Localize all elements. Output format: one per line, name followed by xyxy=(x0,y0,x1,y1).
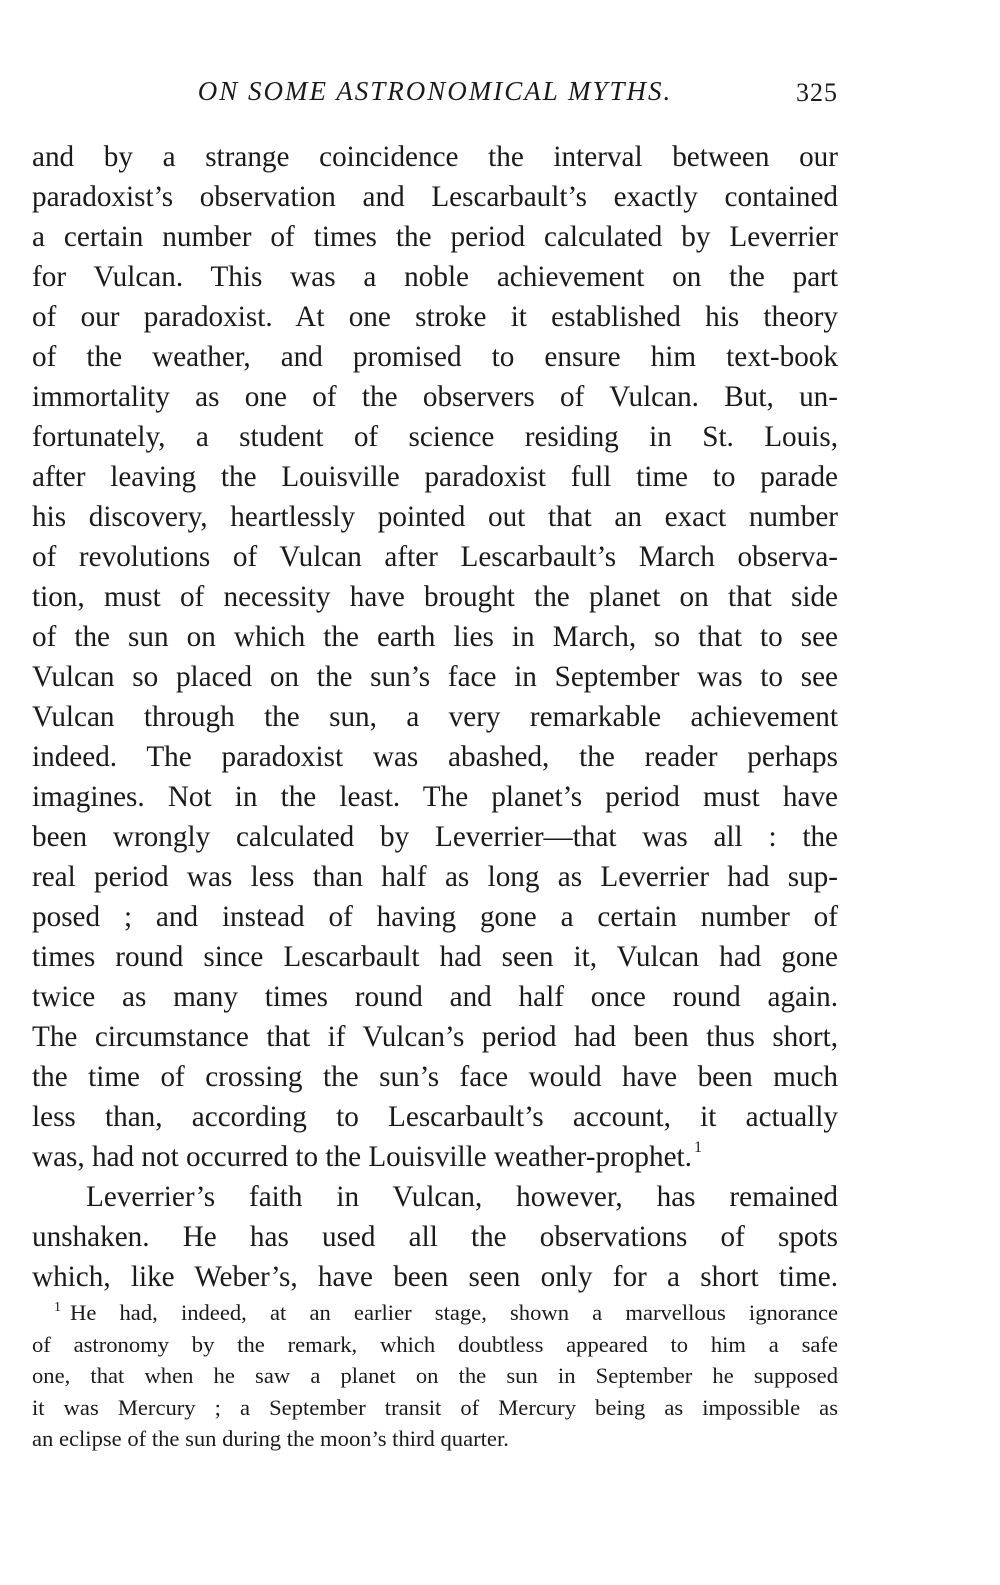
text-line: the time of crossing the sun’s face would have been much xyxy=(32,1061,838,1093)
text-line: imagines. Not in the least. The planet’s period must have xyxy=(32,781,838,813)
body-text xyxy=(32,137,838,1297)
footnote-line-content: He had, indeed, at an earlier stage, shown a marvellous ignorance xyxy=(70,1300,838,1325)
footnote-line: it was Mercury ; a September transit of Mercury being as impossible as xyxy=(32,1394,838,1420)
footnote xyxy=(32,1297,838,1455)
text-line: a certain number of times the period calculated by Leverrier xyxy=(32,221,838,253)
text-line: fortunately, a student of science residing in St. Louis, xyxy=(32,421,838,453)
text-line: after leaving the Louisville paradoxist full time to parade xyxy=(32,461,838,493)
text-line: indeed. The paradoxist was abashed, the reader perhaps xyxy=(32,741,838,773)
text-line: unshaken. He has used all the observations of spots xyxy=(32,1221,838,1253)
text-line: for Vulcan. This was a noble achievement on the part xyxy=(32,261,838,293)
text-line: paradoxist’s observation and Lescarbault’s exactly contained xyxy=(32,181,838,213)
footnote-line: of astronomy by the remark, which doubtless appeared to him a safe xyxy=(32,1331,838,1357)
text-line: real period was less than half as long as Leverrier had sup- xyxy=(32,861,838,893)
text-line: tion, must of necessity have brought the planet on that side xyxy=(32,581,838,613)
text-line: of the weather, and promised to ensure him text-book xyxy=(32,341,838,373)
paragraph-2 xyxy=(32,1177,838,1297)
text-line: his discovery, heartlessly pointed out that an exact number xyxy=(32,501,838,533)
footnote-line: one, that when he saw a planet on the sun in September he supposed xyxy=(32,1363,838,1388)
text-line: Vulcan so placed on the sun’s face in September was to see xyxy=(32,661,838,693)
text-line: posed ; and instead of having gone a certain number of xyxy=(32,901,838,933)
text-line: Leverrier’s faith in Vulcan, however, has remained xyxy=(86,1181,838,1213)
text-line: immortality as one of the observers of Vulcan. But, un- xyxy=(32,381,838,413)
text-line: times round since Lescarbault had seen it, Vulcan had gone xyxy=(32,941,838,973)
text-line: of revolutions of Vulcan after Lescarbault’s March observa- xyxy=(32,541,838,573)
text-line: been wrongly calculated by Leverrier—that was all : the xyxy=(32,821,838,853)
text-line: Vulcan through the sun, a very remarkable achievement xyxy=(32,701,838,733)
text-line: and by a strange coincidence the interval between our xyxy=(32,141,838,173)
text-line xyxy=(32,1137,838,1177)
footnote-marker: 1 xyxy=(54,1300,61,1315)
running-title: ON SOME ASTRONOMICAL MYTHS. xyxy=(197,76,673,106)
text-line: which, like Weber’s, have been seen only for a short time. xyxy=(32,1261,838,1293)
footnote-line: an eclipse of the sun during the moon’s third quarter. xyxy=(32,1426,509,1451)
text-line-content: was, had not occurred to the Louisville weather-prophet. xyxy=(32,1141,692,1173)
footnote-line xyxy=(32,1297,838,1329)
paragraph-1 xyxy=(32,137,838,1177)
running-head xyxy=(32,76,838,116)
text-line: The circumstance that if Vulcan’s period had been thus short, xyxy=(32,1021,838,1053)
text-line: twice as many times round and half once round again. xyxy=(32,981,838,1013)
text-line: less than, according to Lescarbault’s account, it actually xyxy=(32,1101,838,1133)
text-line: of the sun on which the earth lies in March, so that to see xyxy=(32,621,838,653)
footnote-reference[interactable]: 1 xyxy=(693,1139,702,1156)
page-number: 325 xyxy=(796,78,838,107)
text-line: of our paradoxist. At one stroke it established his theory xyxy=(32,301,838,333)
